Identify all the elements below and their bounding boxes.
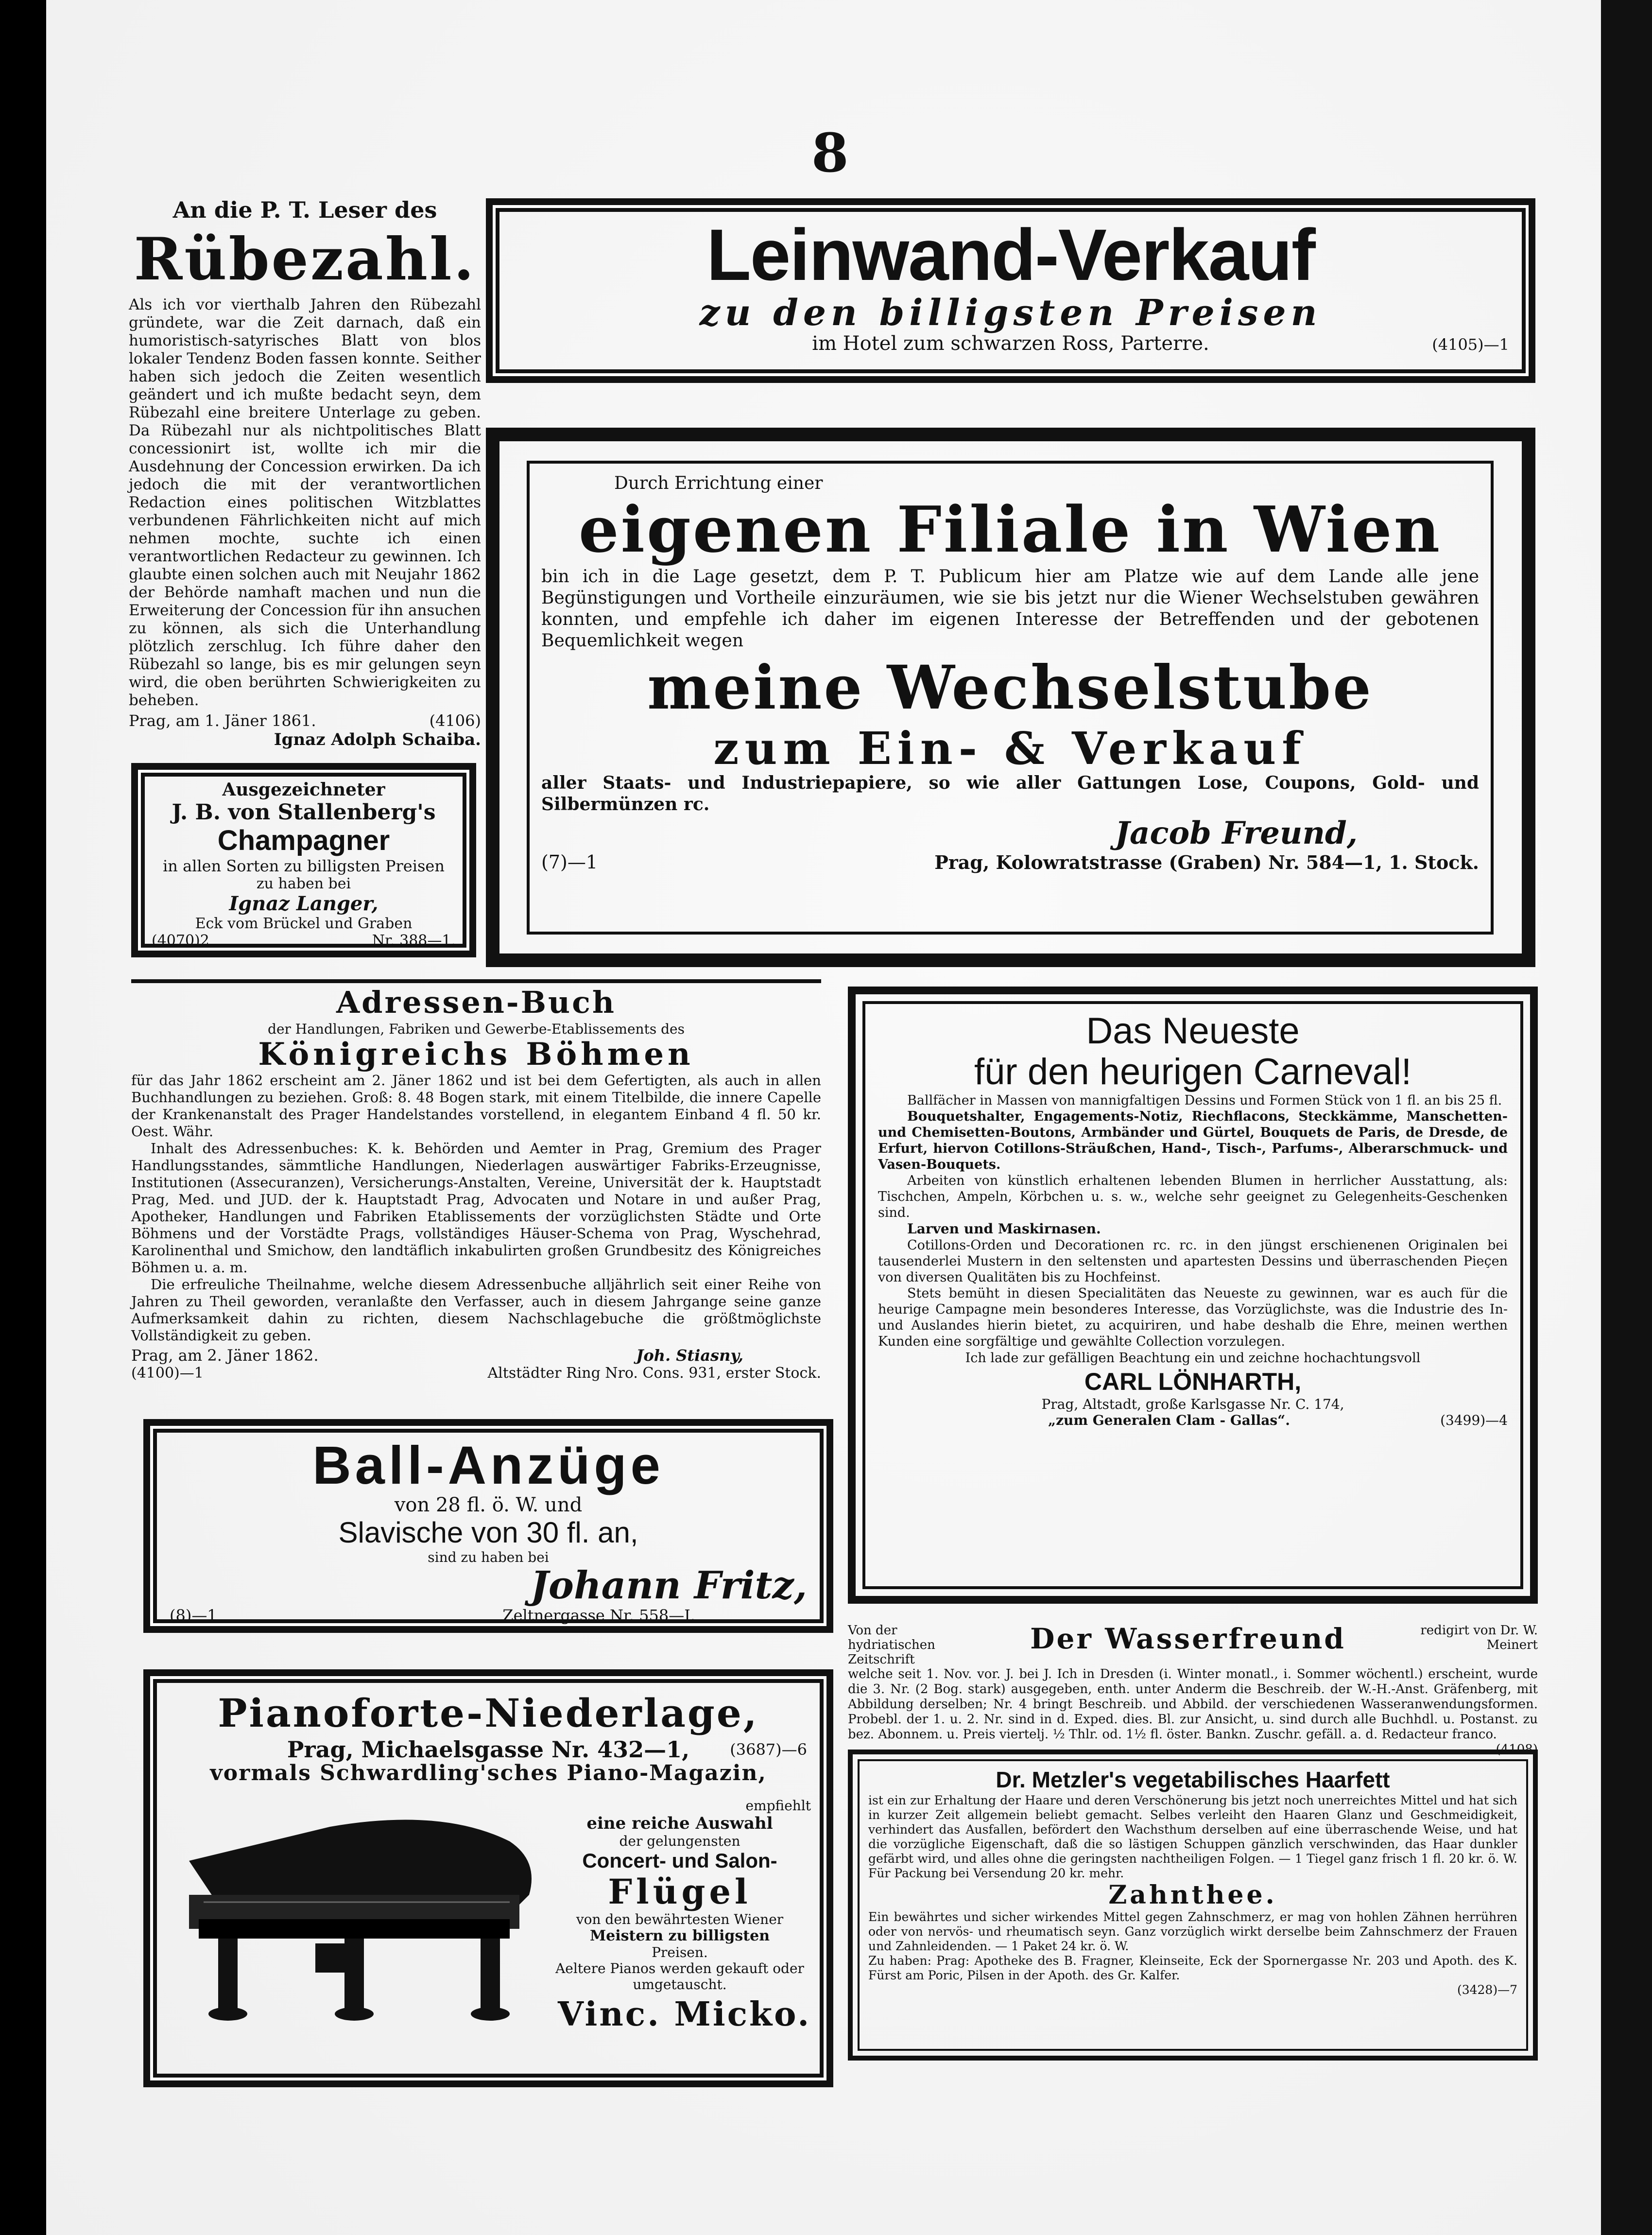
carneval-p6: Stets bemüht in diesen Specialitäten das Neueste zu gewinnen, war es auch für die heurige Campagne mein besonderes Interesse, das Vorzüglichste, was die Industrie des In- und Auslandes hierin bietet, zu acquiriren, und habe deshalb die Ehre, meinen werthen Kunden eine sorgfältige und gewählte Collection vorzulegen.	[878, 1286, 1508, 1349]
carneval-ref: (3499)—4	[1440, 1412, 1508, 1428]
ruebezahl-line1: An die P. T. Leser des	[172, 197, 437, 223]
ball-l3: sind zu haben bei	[428, 1549, 549, 1565]
ruebezahl-date: Prag, am 1. Jäner 1861.	[129, 711, 316, 730]
adressen-ref: (4100)—1	[131, 1365, 204, 1382]
adressen-address: Altstädter Ring Nro. Cons. 931, erster Stock.	[487, 1365, 821, 1382]
metzler-ad	[848, 1750, 1538, 2061]
filiale-address: Prag, Kolowratstrasse (Graben) Nr. 584—1, 1. Stock.	[934, 851, 1479, 873]
ball-title: Ball-Anzüge	[312, 1436, 664, 1495]
metzler-body2: Ein bewährtes und sicher wirkendes Mittel gegen Zahnschmerz, er mag von hohlen Zähnen herrühren oder von nervös- und rheumatisch seyn. Ganz vorzüglich wirkt derselbe beim Zahnschmerz der Frauen und Zahnleidenden. — 1 Paket 24 kr. ö. W.	[868, 1910, 1517, 1953]
carneval-p3: Arbeiten von künstlich erhaltenen lebenden Blumen in herrlicher Ausstattung, als: Tischchen, Ampeln, Körbchen u. s. w., welche sehr geeignet zu Gelegenheits-Geschenken sind.	[878, 1173, 1508, 1220]
adressen-rule-top	[131, 979, 821, 983]
ruebezahl-ref: (4106)	[429, 711, 481, 730]
filiale-title: eigenen Filiale in Wien	[578, 492, 1442, 567]
carneval-p5: Cotillons-Orden und Decorationen rc. rc. in den jüngst erschienenen Originalen bei tausenderlei Mustern in den seltensten und apartesten Dessins und überraschenden Pieçen von diversen Qualitäten bis zu Hochfeinst.	[878, 1238, 1508, 1285]
filiale-ad	[486, 428, 1535, 967]
champagner-l3: Champagner	[217, 825, 390, 856]
leinwand-ref: (4105)—1	[1432, 335, 1509, 354]
adressen-title: Adressen-Buch	[336, 985, 616, 1020]
champagner-l4: in allen Sorten zu billigsten Preisen	[163, 857, 445, 875]
carneval-title1: Das Neueste	[1086, 1010, 1300, 1052]
champagner-nr: Nr. 388—1.	[372, 932, 456, 949]
piano-title: Pianoforte-Niederlage,	[218, 1690, 759, 1736]
champagner-l1: Ausgezeichneter	[222, 780, 385, 800]
carneval-addr2: „zum Generalen Clam - Gallas“.	[1048, 1412, 1290, 1428]
metzler-sub: Zahnthee.	[1108, 1880, 1277, 1910]
adressen-body2: Inhalt des Adressenbuches: K. k. Behörden und Aemter in Prag, Gremium des Prager Handlungsstandes, sämmtliche Handlungen, Niederlagen auswärtiger Fabriks-Erzeugnisse, Institutionen (Assecuranzen), Versicherungs-Anstalten, Vereine, Universität der k. Hauptstadt Prag, Med. und JUD. der k. Hauptstadt Prag, Advocaten und Notare in und außer Prag, Apotheker, Handlungen und Fabriken Etablissements der vorzüglichsten Städte und Orte Böhmens und der Vorstädte Prags, vollständiges Häuser-Schema von Prag, Wyschehrad, Karolinenthal und Smichow, den landtäflich inkabulirten großen Grundbesitz des Königreiches Böhmen u. a. m.	[131, 1140, 821, 1276]
carneval-address: Prag, Altstadt, große Karlsgasse Nr. C. 174,	[1041, 1396, 1344, 1412]
filiale-intro: Durch Errichtung einer	[614, 473, 823, 493]
champagner-ad	[131, 763, 476, 957]
ruebezahl-title: Rübezahl.	[134, 225, 476, 294]
ruebezahl-signature: Ignaz Adolph Schaiba.	[274, 730, 481, 749]
carneval-p1: Ballfächer in Massen von mannigfaltigen Dessins und Formen Stück von 1 fl. an bis 25 fl.	[907, 1093, 1502, 1108]
leinwand-ad	[486, 198, 1535, 383]
metzler-title: Dr. Metzler's vegetabilisches Haarfett	[996, 1767, 1390, 1792]
leinwand-place: im Hotel zum schwarzen Ross, Parterre.	[812, 332, 1209, 355]
ruebezahl-notice	[129, 197, 481, 749]
ball-ad	[143, 1419, 833, 1633]
filiale-sub: zum Ein- & Verkauf	[713, 722, 1307, 775]
piano-r9: Aeltere Pianos werden gekauft oder umgetauscht.	[555, 1960, 804, 1992]
piano-ad	[143, 1669, 833, 2087]
filiale-name: Jacob Freund,	[1115, 815, 1358, 851]
piano-address: Prag, Michaelsgasse Nr. 432—1,	[287, 1736, 690, 1763]
adressen-l2: Königreichs Böhmen	[258, 1036, 694, 1073]
piano-r7: Meistern zu billigsten	[589, 1927, 770, 1944]
leinwand-sub: zu den billigsten Preisen	[699, 292, 1322, 334]
adressen-body3: Die erfreuliche Theilnahme, welche diesem Adressenbuche alljährlich seit einer Reihe von Jahren zu Theil geworden, veranlaßte den Verfasser, auch in diesem Jahrgange seine ganze Aufmerksamkeit dahin zu richten, diesem Nachschlagebuche die größtmöglichste Vollständigkeit zu geben.	[131, 1276, 821, 1344]
piano-r4: Concert- und Salon-	[582, 1849, 777, 1872]
adressen-ad	[131, 979, 821, 1407]
champagner-l7: Eck vom Brückel und Graben	[195, 915, 413, 932]
carneval-name: CARL LÖNHARTH,	[1084, 1368, 1302, 1395]
carneval-p2: Bouquetshalter, Engagements-Notiz, Riechflacons, Steckkämme, Manschetten- und Chemisetten-Boutons, Armbänder und Gürtel, Bouquets de Paris, de Dresde, de Erfurt, hiervon Cotillons-Sträußchen, Hand-, Tisch-, Parfums-, Alberarschmuck- und Vasen-Bouquets.	[878, 1109, 1508, 1172]
piano-r2: eine reiche Auswahl	[586, 1814, 773, 1833]
piano-name: Vinc. Micko.	[557, 1995, 811, 2034]
wasserfreund-left: Von der hydriatischen Zeitschrift	[848, 1623, 935, 1667]
wasserfreund-body: welche seit 1. Nov. vor. J. bei J. Ich in Dresden (i. Winter monatl., i. Sommer wöchentl.) erscheint, wurde die 3. Nr. (2 Bog. stark) ausgegeben, enth. unter Anderm die Beschreib. der W.-H.-Anst. Gräfenberg, mit Abbildung derselben; Nr. 4 bringt Beschreib. und Abbild. der verschiedenen Wasseranwendungsformen. Probebl. der 1. u. 2. Nr. sind in d. Exped. dies. Bl. zur Ansicht, u. sind durch alle Buchhdl. u. Postanst. zu bez. Abonnem. u. Preis viertelj. ½ Thlr. od. 1½ fl. öster. Bankn. Zuschr. gefäll. a. d. Redacteur franco.	[848, 1667, 1538, 1742]
ball-address: Zeltnergasse Nr. 558—I.	[502, 1606, 695, 1625]
piano-r5: Flügel	[608, 1871, 752, 1912]
metzler-body: ist ein zur Erhaltung der Haare und deren Verschönerung bis jetzt noch unerreichtes Mittel und hat sich in kurzer Zeit allgemein beliebt gemacht. Selbes verleiht den Haaren Glanz und Geschmeidigkeit, verhindert das Ausfallen, befördert den Wachsthum derselben auf eine überraschende Weise, und hat die vorzügliche Eigenschaft, daß die so lästigen Schuppen gänzlich verschwinden, das Haar dunkler gefärbt wird, und alles ohne die geringsten nachtheiligen Folgen. — 1 Tiegel ganz frisch 1 fl. 20 kr. ö. W. Für Packung bei Versendung 20 kr. mehr.	[868, 1793, 1517, 1880]
leinwand-title: Leinwand-Verkauf	[706, 214, 1315, 295]
wasserfreund-title: Der Wasserfreund	[1030, 1622, 1346, 1655]
filiale-body: bin ich in die Lage gesetzt, dem P. T. Publicum hier am Platze wie auf dem Lande alle jene Begünstigungen und Vortheile einzuräumen, wie sie bis jetzt nur die Wiener Wechselstuben gewähren konnten, und empfehle ich daher im eigenen Interesse der Betreffenden und der gebotenen Bequemlichkeit wegen	[541, 567, 1479, 651]
piano-r3: der gelungensten	[619, 1833, 740, 1849]
champagner-ref: (4070)2	[152, 932, 209, 949]
wasserfreund-right: redigirt von Dr. W. Meinert	[1420, 1623, 1538, 1652]
ball-ref: (8)—1	[170, 1606, 217, 1625]
filiale-ref: (7)—1	[541, 851, 598, 873]
piano-r6: von den bewährtesten Wiener	[576, 1911, 784, 1927]
filiale-body2: aller Staats- und Industriepapiere, so wie aller Gattungen Lose, Coupons, Gold- und Silbermünzen rc.	[541, 773, 1479, 814]
scan-edge	[1601, 0, 1652, 2235]
adressen-body: für das Jahr 1862 erscheint am 2. Jäner 1862 und ist bei dem Gefertigten, als auch in allen Buchhandlungen zu beziehen. Groß: 8. 48 Bogen stark, mit einem Titelbilde, die innere Capelle der Krankenanstalt des Prager Handelstandes vorstellend, in elegantem Einband 4 fl. 50 kr. Oest. Währ.	[131, 1072, 821, 1140]
filiale-big: meine Wechselstube	[647, 653, 1373, 723]
adressen-l1: der Handlungen, Fabriken und Gewerbe-Etablissements des	[268, 1021, 685, 1037]
wasserfreund-ad	[848, 1622, 1538, 1757]
carneval-ad	[848, 987, 1538, 1604]
piano-ref: (3687)—6	[730, 1740, 807, 1759]
carneval-p4: Larven und Maskirnasen.	[907, 1221, 1101, 1237]
carneval-p7: Ich lade zur gefälligen Beachtung ein und zeichne hochachtungsvoll	[965, 1351, 1421, 1366]
piano-right-col	[549, 1798, 811, 2036]
wasserfreund-ref: (4108)	[1496, 1742, 1538, 1757]
metzler-body3: Zu haben: Prag: Apotheke des B. Fragner, Kleinseite, Eck der Spornergasse Nr. 203 und Apoth. des K. Fürst am Poric, Pilsen in der Apoth. des Gr. Kalfer.	[868, 1954, 1517, 1982]
grand-piano-illustration	[170, 1798, 549, 2031]
piano-l2: vormals Schwardling'sches Piano-Magazin,	[210, 1761, 767, 1785]
champagner-l5: zu haben bei	[256, 875, 351, 892]
piano-r8: Preisen.	[652, 1944, 708, 1960]
ball-l2: Slavische von 30 fl. an,	[338, 1516, 638, 1549]
piano-r1: empfiehlt	[745, 1798, 811, 1814]
carneval-title2: für den heurigen Carneval!	[974, 1051, 1411, 1092]
carneval-inner	[862, 1001, 1523, 1589]
champagner-l2: J. B. von Stallenberg's	[172, 800, 436, 825]
page-number: 8	[811, 121, 849, 184]
adressen-name: Joh. Stiasny,	[636, 1346, 743, 1365]
ball-l1: von 28 fl. ö. W. und	[394, 1494, 583, 1516]
metzler-ref: (3428)—7	[1457, 1983, 1517, 1997]
ball-name: Johann Fritz,	[531, 1563, 807, 1608]
champagner-l6: Ignaz Langer,	[229, 892, 379, 915]
ruebezahl-body: Als ich vor vierthalb Jahren den Rübezahl gründete, war die Zeit darnach, daß ein humoristisch-satyrisches Blatt von blos lokaler Tendenz Boden fassen konnte. Seither haben sich jedoch die Zeiten wesentlich geändert und ich mußte bedacht seyn, dem Rübezahl eine breitere Unterlage zu geben. Da Rübezahl nur als nichtpolitisches Blatt concessionirt ist, wollte ich mir die Ausdehnung der Concession erwirken. Da ich jedoch die mit der verantwortlichen Redaction eines politischen Witzblattes verbundenen Fährlichkeiten nicht auf mich nehmen mochte, suchte ich einen verantwortlichen Redacteur zu gewinnen. Ich glaubte einen solchen auch mit Neujahr 1862 der Behörde namhaft machen und nun die Erweiterung der Concession für ihn ansuchen zu können, als sich die Unterhandlung plötzlich zerschlug. Ich führe daher den Rübezahl so lange, bis es mir gelungen seyn wird, die oben berührten Schwierigkeiten zu beheben.	[129, 296, 481, 709]
adressen-date: Prag, am 2. Jäner 1862.	[131, 1346, 319, 1365]
filiale-inner	[527, 461, 1494, 935]
metzler-inner	[858, 1759, 1528, 2051]
